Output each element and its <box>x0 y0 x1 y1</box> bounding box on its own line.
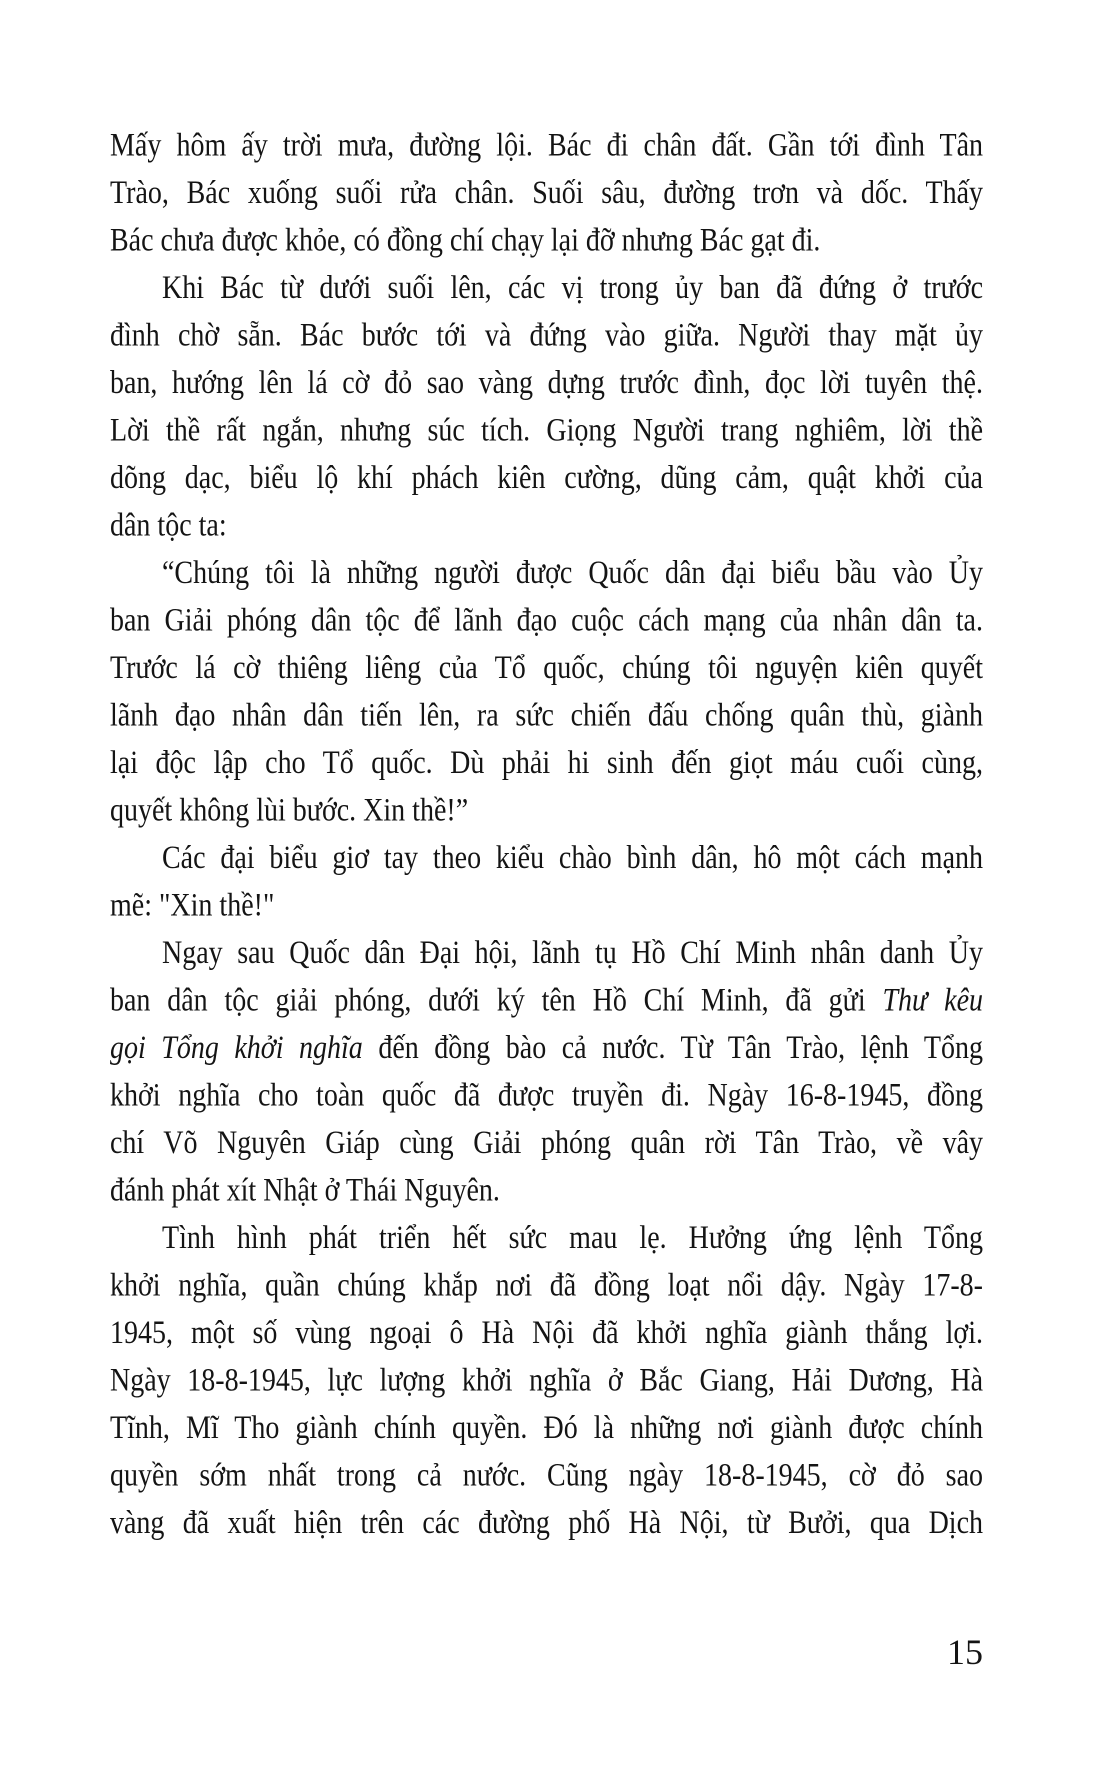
text-run: “Chúng tôi là những người được Quốc dân đại biểu bầu vào Ủy <box>162 554 983 592</box>
text-run: vàng đã xuất hiện trên các đường phố Hà Nội, từ Bưởi, qua Dịch <box>110 1504 983 1542</box>
text-line <box>110 1357 983 1405</box>
text-run: lãnh đạo nhân dân tiến lên, ra sức chiến đấu chống quân thù, giành <box>110 696 983 734</box>
text-line <box>110 502 983 550</box>
text-line <box>110 217 983 265</box>
text-line <box>110 1120 983 1168</box>
text-line <box>110 455 983 503</box>
text-run: Tình hình phát triển hết sức mau lẹ. Hưởng ứng lệnh Tổng <box>162 1219 983 1257</box>
text-run: Khi Bác từ dưới suối lên, các vị trong ủy ban đã đứng ở trước <box>162 269 983 307</box>
text-run: đánh phát xít Nhật ở Thái Nguyên. <box>110 1171 500 1209</box>
page-number: 15 <box>947 1632 983 1672</box>
paragraph <box>110 1215 983 1548</box>
text-line <box>110 1500 983 1548</box>
text-line <box>110 1405 983 1453</box>
text-line <box>110 787 983 835</box>
italic-text: gọi Tổng khởi nghĩa <box>110 1029 363 1067</box>
text-line <box>110 312 983 360</box>
text-line <box>110 597 983 645</box>
text-line <box>110 1452 983 1500</box>
paragraph <box>110 930 983 1215</box>
italic-text: Thư kêu <box>882 981 983 1019</box>
text-line <box>110 360 983 408</box>
text-line <box>110 930 983 978</box>
text-line <box>110 1262 983 1310</box>
text-run: Trào, Bác xuống suối rửa chân. Suối sâu, đường trơn và dốc. Thấy <box>110 174 983 212</box>
text-line <box>110 692 983 740</box>
text-run: khởi nghĩa, quần chúng khắp nơi đã đồng loạt nổi dậy. Ngày 17-8- <box>110 1266 983 1304</box>
text-line <box>110 1167 983 1215</box>
text-run: quyền sớm nhất trong cả nước. Cũng ngày 18-8-1945, cờ đỏ sao <box>110 1456 983 1494</box>
text-line <box>110 835 983 883</box>
text-run: mẽ: "Xin thề!" <box>110 886 275 924</box>
text-run: ban, hướng lên lá cờ đỏ sao vàng dựng trước đình, đọc lời tuyên thệ. <box>110 364 983 402</box>
text-line <box>110 740 983 788</box>
text-run: Trước lá cờ thiêng liêng của Tổ quốc, chúng tôi nguyện kiên quyết <box>110 649 983 687</box>
text-run: dân tộc ta: <box>110 506 227 544</box>
paragraph <box>110 122 983 265</box>
text-line <box>110 265 983 313</box>
paragraph <box>110 835 983 930</box>
text-run: Ngay sau Quốc dân Đại hội, lãnh tụ Hồ Chí Minh nhân danh Ủy <box>162 934 983 972</box>
text-run: Các đại biểu giơ tay theo kiểu chào bình dân, hô một cách mạnh <box>162 839 983 877</box>
text-line <box>110 550 983 598</box>
text-line <box>110 407 983 455</box>
text-run: Ngày 18-8-1945, lực lượng khởi nghĩa ở Bắc Giang, Hải Dương, Hà <box>110 1361 983 1399</box>
text-line <box>110 122 983 170</box>
paragraph <box>110 550 983 835</box>
text-run: lại độc lập cho Tổ quốc. Dù phải hi sinh đến giọt máu cuối cùng, <box>110 744 983 782</box>
text-run: Tĩnh, Mĩ Tho giành chính quyền. Đó là những nơi giành được chính <box>110 1409 983 1447</box>
paragraph <box>110 265 983 550</box>
text-block <box>110 122 983 1547</box>
text-run: ban dân tộc giải phóng, dưới ký tên Hồ Chí Minh, đã gửi <box>110 981 883 1019</box>
text-run: Mấy hôm ấy trời mưa, đường lội. Bác đi chân đất. Gần tới đình Tân <box>110 126 983 164</box>
text-line <box>110 645 983 693</box>
text-line <box>110 1072 983 1120</box>
text-run: quyết không lùi bước. Xin thề!” <box>110 791 469 829</box>
text-run: đến đồng bào cả nước. Từ Tân Trào, lệnh Tổng <box>362 1029 983 1067</box>
text-run: Bác chưa được khỏe, có đồng chí chạy lại đỡ nhưng Bác gạt đi. <box>110 221 821 259</box>
text-run: khởi nghĩa cho toàn quốc đã được truyền đi. Ngày 16-8-1945, đồng <box>110 1076 983 1114</box>
text-line <box>110 170 983 218</box>
text-line <box>110 977 983 1025</box>
text-line <box>110 882 983 930</box>
text-run: ban Giải phóng dân tộc để lãnh đạo cuộc cách mạng của nhân dân ta. <box>110 601 983 639</box>
text-run: đình chờ sẵn. Bác bước tới và đứng vào giữa. Người thay mặt ủy <box>110 316 983 354</box>
text-line <box>110 1025 983 1073</box>
text-run: 1945, một số vùng ngoại ô Hà Nội đã khởi nghĩa giành thắng lợi. <box>110 1314 983 1352</box>
text-line <box>110 1215 983 1263</box>
text-run: Lời thề rất ngắn, nhưng súc tích. Giọng Người trang nghiêm, lời thề <box>110 411 983 449</box>
text-run: chí Võ Nguyên Giáp cùng Giải phóng quân rời Tân Trào, về vây <box>110 1124 983 1162</box>
text-run: dõng dạc, biểu lộ khí phách kiên cường, dũng cảm, quật khởi của <box>110 459 983 497</box>
text-line <box>110 1310 983 1358</box>
